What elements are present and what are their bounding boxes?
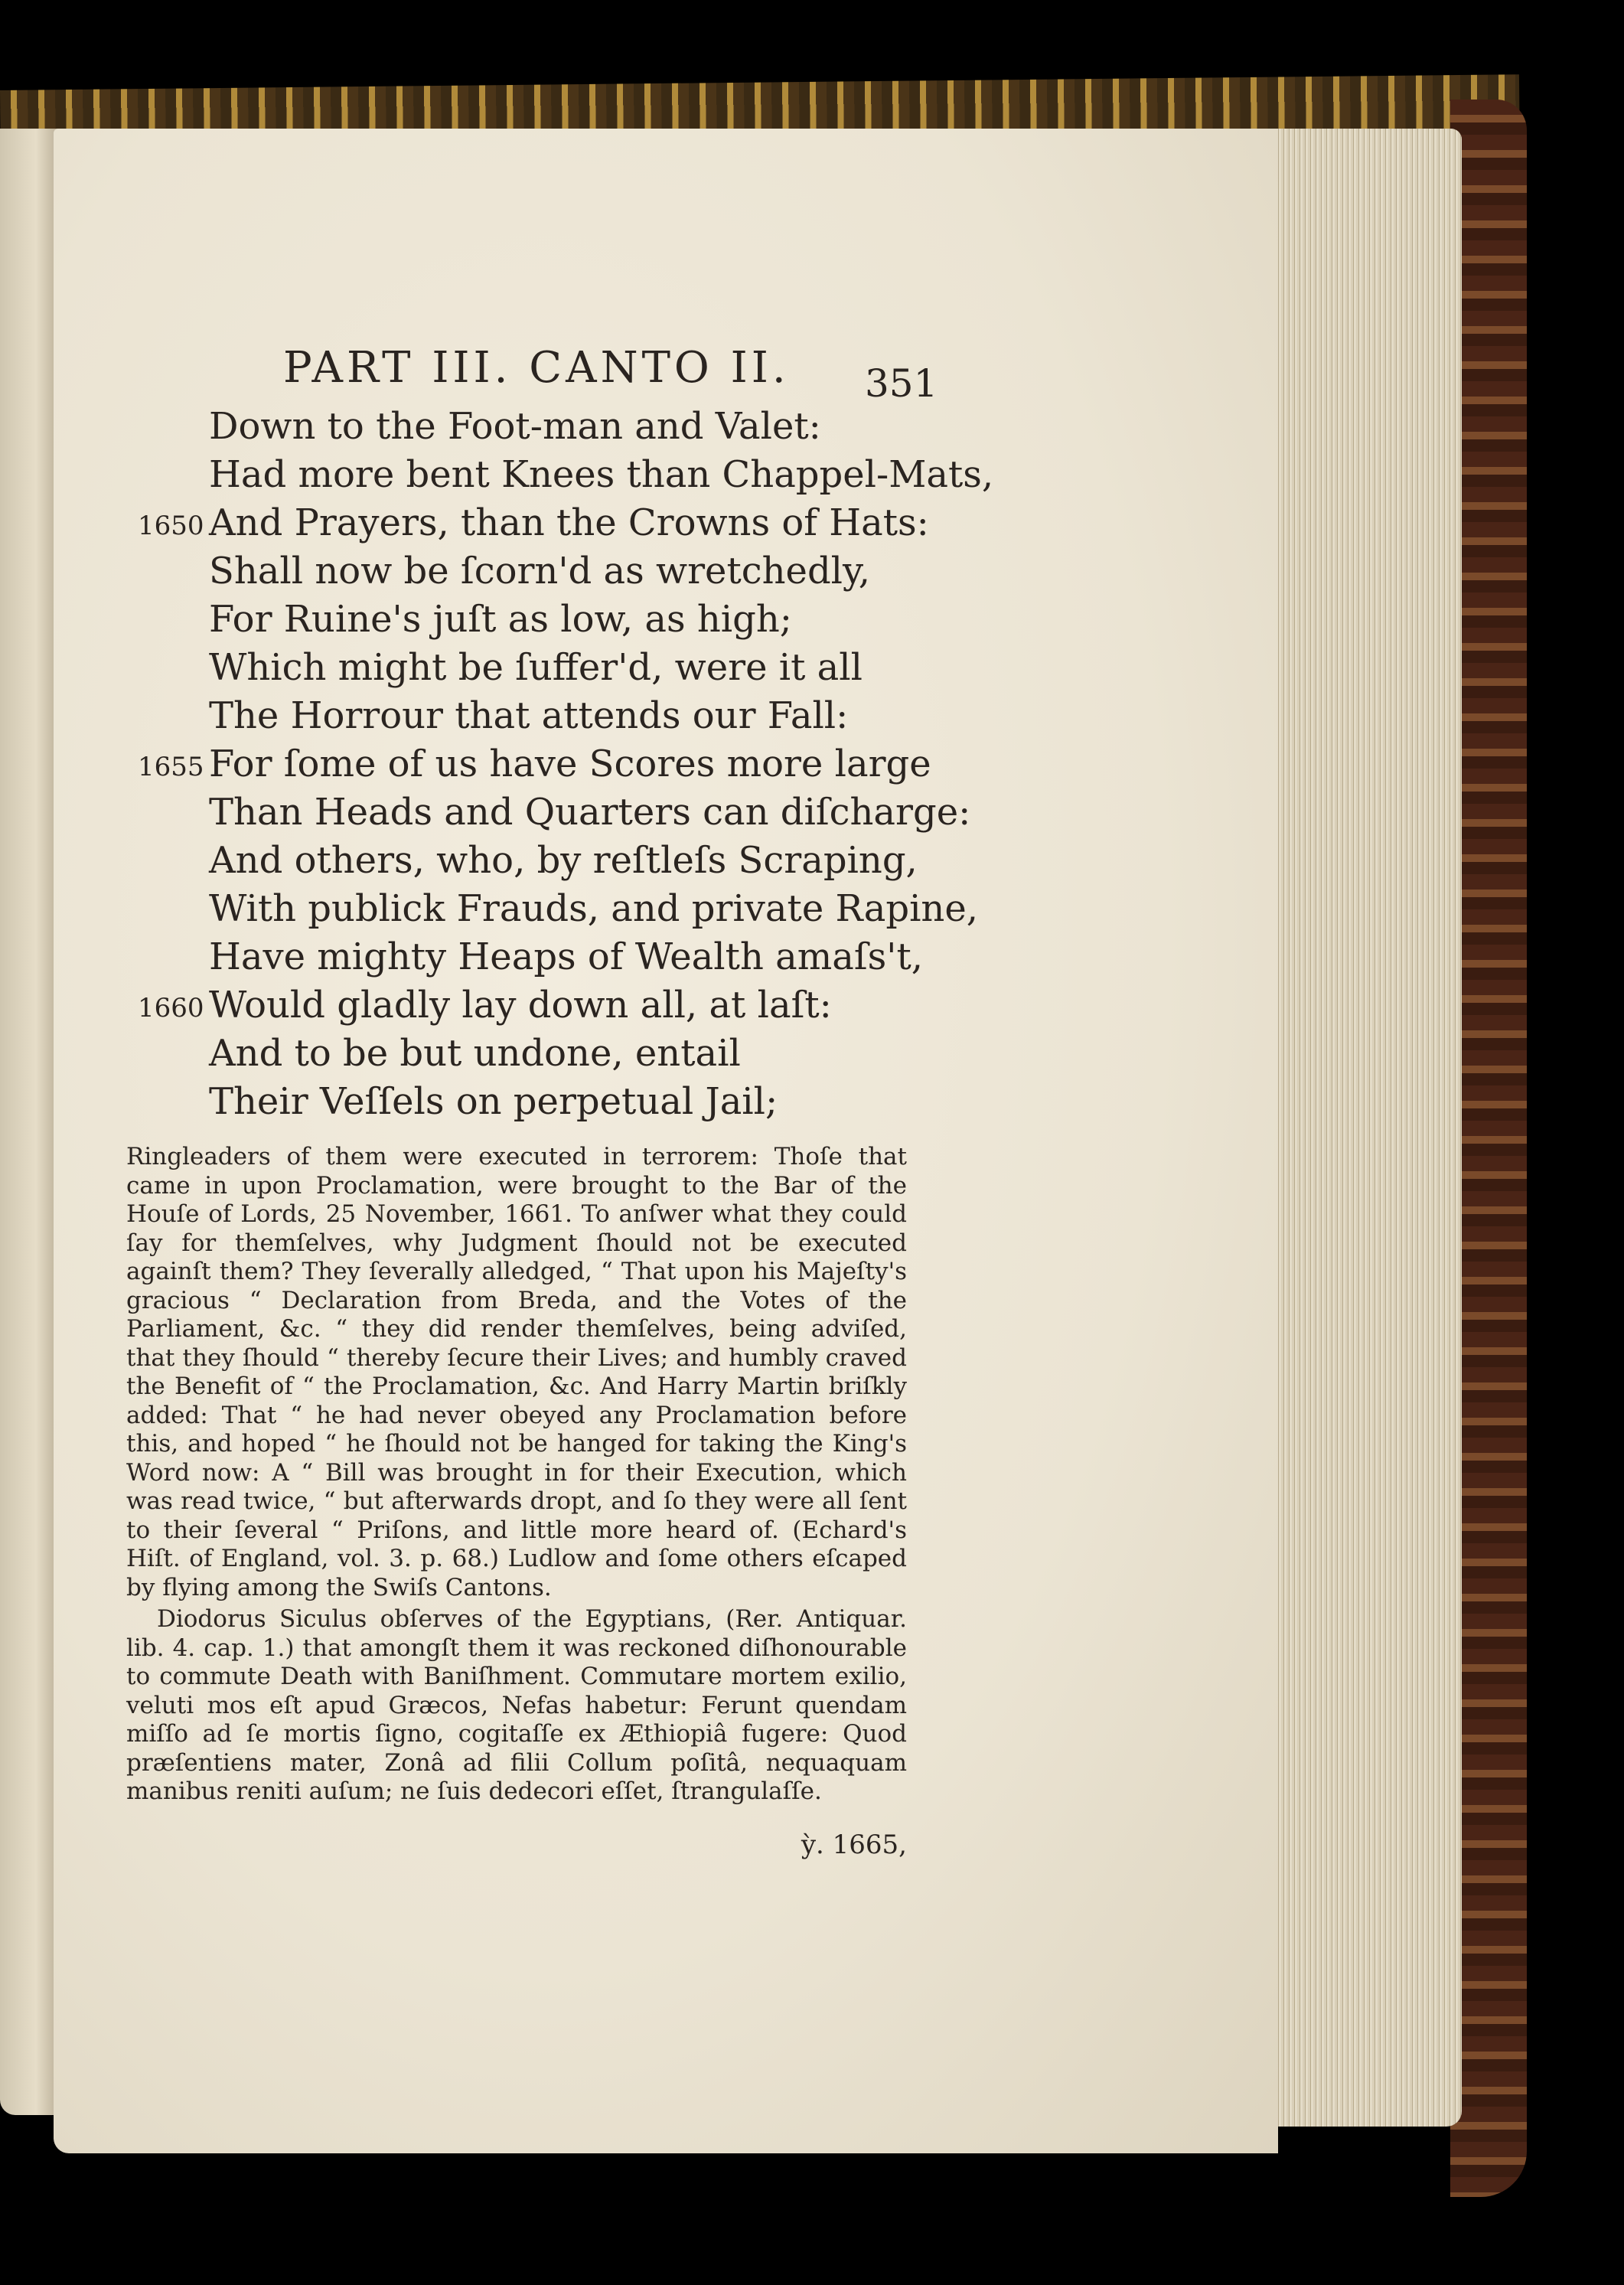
verse-text: The Horrour that attends our Fall: bbox=[209, 694, 849, 737]
verse-line bbox=[126, 885, 978, 933]
line-number: 1650 bbox=[138, 511, 204, 541]
verse-line bbox=[126, 692, 930, 740]
verse-text: With publick Frauds, and private Rapine, bbox=[209, 887, 978, 930]
verse-text: Shall now be ſcorn'd as wretchedly, bbox=[209, 550, 871, 592]
page-content bbox=[126, 329, 994, 1860]
verse-text: And to be but undone, entail bbox=[209, 1032, 741, 1075]
verse-line bbox=[126, 933, 930, 981]
verse-line bbox=[126, 981, 930, 1030]
verse-text: Have mighty Heaps of Wealth amaſs't, bbox=[209, 935, 923, 978]
verse-line bbox=[126, 1030, 930, 1078]
verse-text: Down to the Foot-man and Valet: bbox=[209, 405, 821, 448]
verse-text: For Ruine's juſt as low, as high; bbox=[209, 598, 792, 641]
verse-text: Than Heads and Quarters can diſcharge: bbox=[209, 791, 971, 834]
page-block-edges bbox=[1270, 129, 1462, 2127]
verse-line bbox=[126, 596, 930, 644]
verse-text: For ſome of us have Scores more large bbox=[209, 743, 931, 785]
verse-line bbox=[126, 740, 930, 788]
page-number: 351 bbox=[865, 361, 938, 406]
verse-text: Which might be ſuffer'd, were it all bbox=[209, 646, 863, 689]
note-group bbox=[126, 1143, 907, 1807]
verse-line bbox=[126, 499, 930, 547]
verse-text: And Prayers, than the Crowns of Hats: bbox=[209, 501, 929, 544]
verse-block bbox=[126, 403, 994, 1126]
verse-line bbox=[126, 644, 930, 692]
verse-line bbox=[126, 547, 930, 596]
verse-line bbox=[126, 788, 971, 837]
verse-line bbox=[126, 403, 930, 451]
footnote-paragraph: Diodorus Siculus obſerves of the Egyptians, (Rer. Antiquar. lib. 4. cap. 1.) that amongſt them it was reckoned diſhonourable to commute Death with Baniſhment. Commutare mortem exilio, veluti mos eſt apud Græcos, Nefas habetur: Ferunt quendam miſſo ad ſe mortis ſigno, cogitaſſe ex Æthiopiâ fugere: Quod præſentiens mater, Zonâ ad filii Collum poſitâ, nequaquam manibus reniti auſum; ne ſuis dedecori eſſet, ſtrangulaſſe. bbox=[126, 1605, 907, 1805]
verse-line bbox=[126, 1078, 930, 1126]
verse-text: And others, who, by reſtleſs Scraping, bbox=[209, 839, 918, 882]
footnote-paragraph: Ringleaders of them were executed in terrorem: Thoſe that came in upon Proclamation, were brought to the Bar of the Houſe of Lords, 25 November, 1661. To anſwer what they could ſay for themſelves, why Judgment ſhould not be executed againſt them? They ſeverally alledged, “ That upon his Majeſty's gracious “ Declaration from Breda, and the Votes of the Parliament, &c. “ they did render themſelves, being adviſed, that they ſhould “ thereby ſecure their Lives; and humbly craved the Benefit of “ the Proclamation, &c. And Harry Martin briſkly added: That “ he had never obeyed any Proclamation before this, and hoped “ he ſhould not be hanged for taking the King's Word now: A “ Bill was brought in for their Execution, which was read twice, “ but afterwards dropt, and ſo they were all ſent to their ſeveral “ Priſons, and little more heard of. (Echard's Hiſt. of England, vol. 3. p. 68.) Ludlow and ſome others eſcaped by flying among the Swiſs Cantons. bbox=[126, 1143, 907, 1601]
catchword: ỳ. 1665, bbox=[801, 1829, 907, 1860]
verse-line bbox=[126, 451, 994, 499]
left-page-edge bbox=[0, 129, 60, 2115]
leather-binding bbox=[1450, 100, 1527, 2197]
line-number: 1655 bbox=[138, 752, 204, 782]
page-header bbox=[126, 329, 938, 406]
running-head: PART III. CANTO II. bbox=[283, 343, 790, 393]
footnotes bbox=[126, 1143, 907, 1807]
verse-text: Would gladly lay down all, at laſt: bbox=[209, 984, 832, 1027]
line-number: 1660 bbox=[138, 993, 204, 1023]
verse-text: Had more bent Knees than Chappel-Mats, bbox=[209, 453, 994, 496]
verse-text: Their Veſſels on perpetual Jail; bbox=[209, 1080, 778, 1123]
verse-line bbox=[126, 837, 930, 885]
